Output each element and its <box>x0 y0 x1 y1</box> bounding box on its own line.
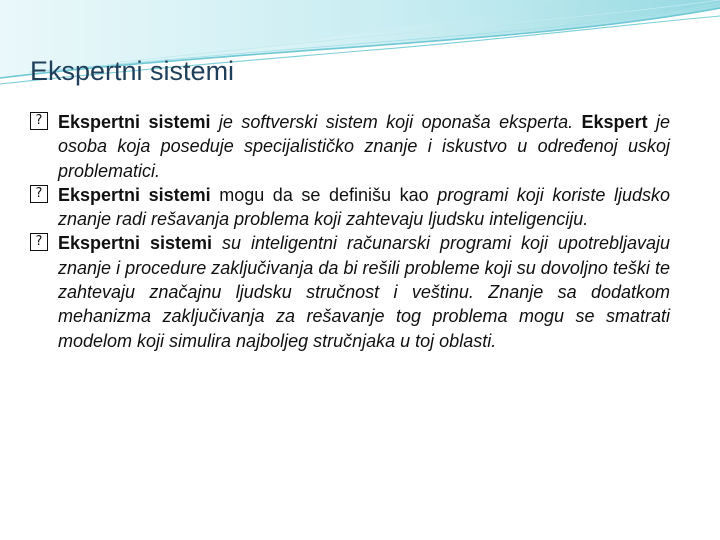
bullet-item <box>30 183 670 232</box>
bullet-item <box>30 231 670 352</box>
bullet-text <box>58 233 670 350</box>
bold-text: Ekspertni sistemi <box>58 112 211 132</box>
italic-text: je osoba koja poseduje specijalističko znanje i iskustvo u određenoj uskoj problematici. <box>58 112 671 181</box>
bold-text: Ekspertni sistemi <box>58 184 211 205</box>
question-box-icon: ? <box>30 185 48 203</box>
bullet-list <box>30 110 670 353</box>
slide-title: Ekspertni sistemi <box>30 56 235 86</box>
italic-text: je softverski sistem koji oponaša eksperta. <box>210 112 582 132</box>
italic-text: su inteligentni računarski programi koji upotrebljavaju znanje i procedure zaključivanja da bi rešili probleme koji su dovoljno teški te zahtevaju značajnu ljudsku stručnost i veštinu. Znanje sa dodatkom mehanizma zaključivanja za rešavanje tog problema mogu se smatrati modelom koji simulira najboljeg stručnjaka u toj oblasti. <box>58 233 670 351</box>
normal-text: mogu da se definišu kao <box>210 184 438 205</box>
italic-text: programi koji koriste ljudsko znanje radi rešavanja problema koji zahtevaju ljudsku inteligenciju. <box>58 184 670 230</box>
bold-text: Ekspert <box>581 112 648 132</box>
bold-text: Ekspertni sistemi <box>58 233 213 254</box>
bullet-text <box>58 185 670 229</box>
question-box-icon: ? <box>30 233 48 251</box>
bullet-item <box>30 110 670 183</box>
bullet-text <box>58 112 670 181</box>
question-box-icon: ? <box>30 112 48 130</box>
